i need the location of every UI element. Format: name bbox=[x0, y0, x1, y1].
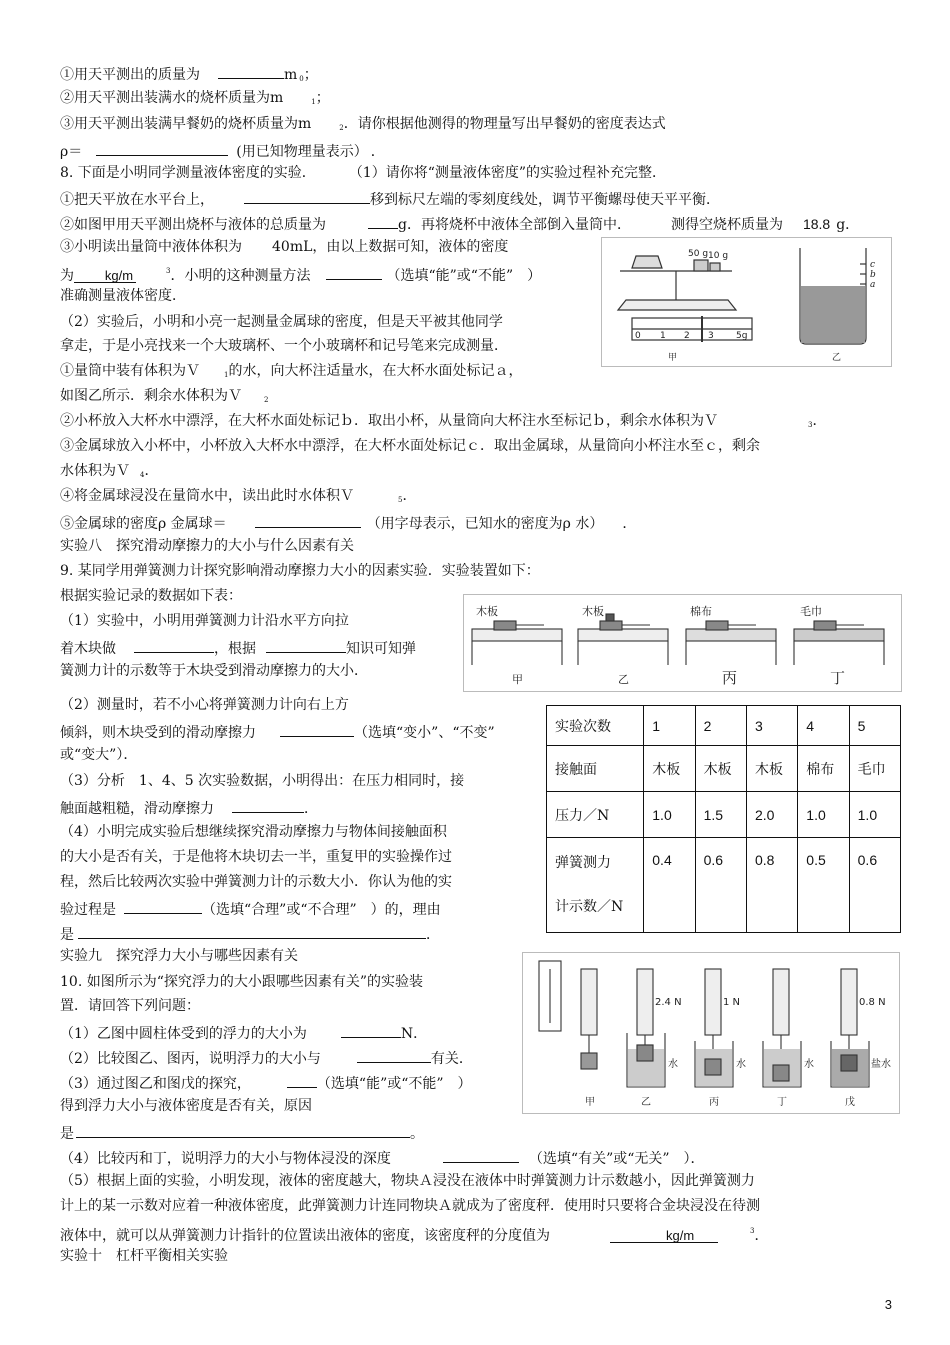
q9-part4: （4）小明完成实验后想继续探究滑动摩擦力与物体间接触面积 bbox=[60, 824, 447, 840]
scale-2: 2 bbox=[684, 331, 690, 341]
q9-part1b: 着木块做 ，根据 知识可知弹 bbox=[60, 636, 416, 658]
liquid-wu: 盐水 bbox=[871, 1059, 891, 1070]
line-4: ρ＝ (用已知物理量表示） ． bbox=[60, 139, 385, 161]
liquid-yi: 水 bbox=[668, 1059, 678, 1070]
q8-p2-step4: ④将金属球浸没在量筒水中，读出此时水体积Ｖ $_5$． bbox=[60, 488, 417, 504]
mark-c: c bbox=[870, 260, 876, 270]
q8-p2-step2: ②小杯放入大杯水中漂浮，在大杯水面处标记ｂ．取出小杯，从量筒向大杯注水至标记ｂ，剩余水体积为Ｖ $_3$． bbox=[60, 413, 827, 429]
label-jia: 甲 bbox=[668, 353, 678, 363]
q10-part3b: 得到浮力大小与液体密度是否有关，原因 bbox=[60, 1098, 312, 1114]
liquid-bing: 水 bbox=[736, 1059, 746, 1070]
q9-part1: （1）实验中，小明用弹簧测力计沿水平方向拉 bbox=[60, 613, 349, 629]
table-cell: 0.6 bbox=[849, 838, 900, 933]
q8-p2-step1b: 如图乙所示．剩余水体积为Ｖ $_2$ bbox=[60, 388, 269, 404]
weight-10g: 10 g bbox=[708, 251, 729, 261]
mark-a: a bbox=[870, 280, 876, 290]
q8-part2: （2）实验后，小明和小亮一起测量金属球的密度，但是天平被其他同学 bbox=[60, 314, 503, 330]
q9-intro2: 根据实验记录的数据如下表： bbox=[60, 588, 242, 604]
scale-5: 5g bbox=[736, 331, 748, 341]
table-cell: 0.8 bbox=[746, 838, 797, 933]
q9-part4b: 的大小是否有关，于是他将木块切去一半，重复甲的实验操作过 bbox=[60, 849, 452, 865]
q9-intro: 9. 某同学用弹簧测力计探究影响滑动摩擦力大小的因素实验．实验装置如下： bbox=[60, 563, 540, 579]
q8-step3b: 为 kg/m $^3$．小明的这种测量方法 （选填“能”或“不能” ） bbox=[60, 261, 541, 283]
caption-yi: 乙 bbox=[618, 673, 629, 686]
q8-part2b: 拿走，于是小亮找来一个大玻璃杯、一个小玻璃杯和记号笔来完成测量． bbox=[60, 338, 508, 354]
q10-part3: （3）通过图乙和图戊的探究， （选填“能”或“不能” ） bbox=[60, 1071, 472, 1093]
caption-ding: 丁 bbox=[830, 669, 846, 687]
experiment-9-title: 实验九 探究浮力大小与哪些因素有关 bbox=[60, 948, 298, 964]
q10-intro2: 置．请回答下列问题： bbox=[60, 998, 200, 1014]
table-header: 计示数／N bbox=[555, 899, 624, 915]
table-row bbox=[547, 792, 901, 838]
blank[interactable]: kg/m bbox=[74, 266, 136, 283]
q10-part5c: 液体中，就可以从弹簧测力计指针的位置读出液体的密度，该密度秤的分度值为 kg/m $^3$． bbox=[60, 1227, 769, 1244]
q8-step3c: 准确测量液体密度． bbox=[60, 288, 186, 304]
friction-data-table bbox=[546, 705, 901, 933]
caption-wu: 戊 bbox=[845, 1097, 855, 1108]
table-row bbox=[547, 746, 901, 792]
blank[interactable] bbox=[244, 187, 370, 204]
blank[interactable] bbox=[443, 1146, 519, 1163]
table-cell: 1.0 bbox=[644, 792, 695, 838]
line-3: ③用天平测出装满早餐奶的烧杯质量为m $_2$．请你根据他测得的物理量写出早餐奶的密度表达式 bbox=[60, 116, 666, 132]
friction-setup-figure bbox=[463, 594, 902, 692]
table-cell: 1.0 bbox=[798, 792, 849, 838]
table-cell: 1.0 bbox=[849, 792, 900, 838]
q8-step1: ①把天平放在水平台上， 移到标尺左端的零刻度线处，调节平衡螺母使天平平衡． bbox=[60, 187, 720, 209]
blank[interactable] bbox=[280, 720, 354, 737]
table-header: 接触面 bbox=[547, 746, 644, 792]
surface-3: 棉布 bbox=[690, 605, 712, 618]
blank[interactable] bbox=[357, 1046, 431, 1063]
caption-ding: 丁 bbox=[777, 1097, 787, 1108]
caption-jia: 甲 bbox=[512, 673, 523, 686]
blank[interactable] bbox=[124, 897, 202, 914]
table-row bbox=[547, 706, 901, 746]
reading-wu: 0.8 N bbox=[859, 997, 886, 1008]
table-cell: 0.4 bbox=[644, 838, 695, 933]
liquid-ding: 水 bbox=[804, 1059, 814, 1070]
blank[interactable] bbox=[96, 139, 228, 156]
blank[interactable] bbox=[326, 263, 382, 280]
blank[interactable] bbox=[255, 511, 361, 528]
page-number: 3 bbox=[884, 1297, 892, 1312]
q8-p2-step3b: 水体积为Ｖ $_4$． bbox=[60, 463, 159, 479]
table-row bbox=[547, 838, 901, 933]
blank[interactable] bbox=[287, 1071, 317, 1088]
q9-part2: （2）测量时，若不小心将弹簧测力计向右上方 bbox=[60, 697, 349, 713]
q10-part5b: 计上的某一示数对应着一种液体密度，此弹簧测力计连同物块Ａ就成为了密度秤．使用时只要将合金块浸没在待测 bbox=[60, 1198, 760, 1214]
blank[interactable] bbox=[232, 796, 304, 813]
blank[interactable] bbox=[76, 1121, 410, 1138]
blank[interactable] bbox=[266, 636, 346, 653]
blank[interactable] bbox=[134, 636, 214, 653]
surface-2: 木板 bbox=[582, 605, 604, 618]
blank[interactable] bbox=[368, 212, 398, 229]
table-cell: 3 bbox=[746, 706, 797, 746]
q10-part4: （4）比较丙和丁，说明浮力的大小与物体浸没的深度 （选填“有关”或“无关” ）． bbox=[60, 1146, 705, 1168]
q9-part4d: 验过程是 （选填“合理”或“不合理” ）的，理由 bbox=[60, 897, 441, 919]
scale-0: 0 bbox=[635, 331, 641, 341]
table-cell: 毛巾 bbox=[849, 746, 900, 792]
q9-part3b: 触面越粗糙，滑动摩擦力 ． bbox=[60, 796, 318, 818]
q8-p2-step3: ③金属球放入小杯中，小杯放入大杯水中漂浮，在大杯水面处标记ｃ．取出金属球，从量筒向小杯注水至ｃ，剩余 bbox=[60, 438, 760, 454]
table-cell: 2.0 bbox=[746, 792, 797, 838]
table-cell: 木板 bbox=[746, 746, 797, 792]
q8-p2-step1: ①量筒中装有体积为Ｖ $_1$的水，向大杯注适量水，在大杯水面处标记ａ， bbox=[60, 363, 523, 379]
q9-part1c: 簧测力计的示数等于木块受到滑动摩擦力的大小． bbox=[60, 663, 368, 679]
reading-yi: 2.4 N bbox=[655, 997, 682, 1008]
blank[interactable] bbox=[218, 62, 284, 79]
table-cell: 1.5 bbox=[695, 792, 746, 838]
table-cell: 木板 bbox=[695, 746, 746, 792]
q10-part2: （2）比较图乙、图丙，说明浮力的大小与 有关． bbox=[60, 1046, 473, 1068]
table-header: 弹簧测力 bbox=[555, 855, 611, 871]
mark-b: b bbox=[870, 270, 876, 280]
q8-intro: 8. 下面是小明同学测量液体密度的实验． （1）请你将“测量液体密度”的实验过程补充完整． bbox=[60, 165, 667, 181]
blank[interactable] bbox=[78, 922, 426, 939]
q10-part5: （5）根据上面的实验，小明发现，液体的密度越大，物块Ａ浸没在液体中时弹簧测力计示数越小，因此弹簧测力 bbox=[60, 1173, 755, 1189]
line-2: ②用天平测出装满水的烧杯质量为m $_1$； bbox=[60, 90, 330, 106]
q9-part2b: 倾斜，则木块受到的滑动摩擦力 （选填“变小”、“不变” bbox=[60, 720, 495, 742]
buoyancy-figure bbox=[522, 952, 900, 1114]
q9-part2c: 或“变大”）． bbox=[60, 747, 138, 763]
scale-3: 3 bbox=[708, 331, 714, 341]
q10-intro: 10. 如图所示为“探究浮力的大小跟哪些因素有关”的实验装 bbox=[60, 974, 424, 990]
q9-part4c: 程，然后比较两次实验中弹簧测力计的示数大小．你认为他的实 bbox=[60, 874, 452, 890]
caption-yi: 乙 bbox=[641, 1097, 651, 1108]
caption-bing: 丙 bbox=[709, 1097, 719, 1108]
experiment-8-title: 实验八 探究滑动摩擦力的大小与什么因素有关 bbox=[60, 538, 354, 554]
table-cell: 棉布 bbox=[798, 746, 849, 792]
balance-beaker-figure bbox=[601, 237, 892, 367]
table-cell: 0.6 bbox=[695, 838, 746, 933]
surface-1: 木板 bbox=[476, 605, 498, 618]
experiment-10-title: 实验十 杠杆平衡相关实验 bbox=[60, 1248, 228, 1264]
table-cell: 5 bbox=[849, 706, 900, 746]
table-cell: 0.5 bbox=[798, 838, 849, 933]
label-yi: 乙 bbox=[832, 353, 842, 363]
q9-part4e: 是 ． bbox=[60, 922, 440, 944]
caption-jia: 甲 bbox=[585, 1097, 595, 1108]
q8-step2: ②如图甲用天平测出烧杯与液体的总质量为 g．再将烧杯中液体全部倒入量筒中． 测得空烧杯质量为 18.8 g． bbox=[60, 212, 859, 234]
surface-4: 毛巾 bbox=[800, 605, 822, 618]
blank[interactable]: kg/m bbox=[610, 1226, 718, 1243]
reading-bing: 1 N bbox=[723, 997, 741, 1008]
table-header: 实验次数 bbox=[547, 706, 644, 746]
caption-bing: 丙 bbox=[722, 669, 738, 687]
table-cell: 4 bbox=[798, 706, 849, 746]
blank[interactable] bbox=[341, 1021, 401, 1038]
q8-p2-step5: ⑤金属球的密度ρ 金属球＝ （用字母表示，已知水的密度为ρ 水） ． bbox=[60, 511, 636, 533]
q8-step3: ③小明读出量筒中液体体积为 40mL，由以上数据可知，液体的密度 bbox=[60, 239, 509, 255]
weight-50g: 50 g bbox=[688, 249, 709, 259]
table-cell: 木板 bbox=[644, 746, 695, 792]
table-cell: 1 bbox=[644, 706, 695, 746]
line-1: ①用天平测出的质量为 m $_0$； bbox=[60, 62, 318, 84]
table-header: 压力／N bbox=[547, 792, 644, 838]
q10-part3c: 是 。 bbox=[60, 1121, 424, 1143]
q9-part3: （3）分析 1、4、5 次实验数据，小明得出：在压力相同时，接 bbox=[60, 773, 465, 789]
scale-1: 1 bbox=[660, 331, 666, 341]
table-cell: 2 bbox=[695, 706, 746, 746]
q10-part1: （1）乙图中圆柱体受到的浮力的大小为 N． bbox=[60, 1021, 427, 1043]
